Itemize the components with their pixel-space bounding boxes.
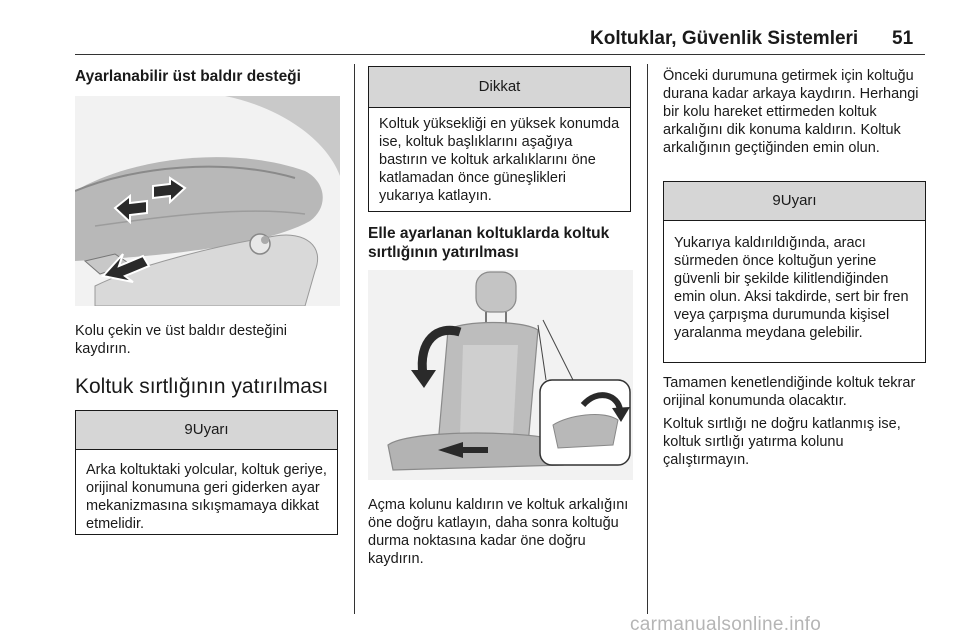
thigh-support-heading: Ayarlanabilir üst baldır desteği — [75, 68, 301, 85]
warning-text-2: Yukarıya kaldırıldığında, aracı sürmeden önce koltuğun yerine güvenli bir şekilde kilitlendiğinden emin olun. Aksi takdirde, sert bir fren veya çarpışma durumunda kişisel yaralanma meydana gelebilir. — [674, 235, 909, 341]
warning-text: Arka koltuktaki yolcular, koltuk geriye, orijinal konumuna geri giderken ayar mekanizmasına sıkışmamaya dikkat etmelidir. — [86, 462, 327, 532]
thigh-support-illustration — [75, 96, 340, 306]
warning-icon: 9 — [772, 192, 781, 209]
backrest-fold-caption: Açma kolunu kaldırın ve koltuk arkalığını öne doğru katlayın, daha sonra koltuğu durma noktasına kadar öne doğru kaydırın. — [368, 497, 629, 567]
column-divider — [647, 64, 648, 614]
manual-backrest-heading: Elle ayarlanan koltuklarda koltuk sırtlığının yatırılması — [368, 225, 610, 261]
column-divider — [354, 64, 355, 614]
watermark: carmanualsonline.info — [630, 614, 822, 635]
warning-title-2: Uyarı — [780, 192, 817, 209]
page-number: 51 — [892, 28, 914, 49]
warning-icon: 9 — [184, 421, 193, 438]
caution-box — [368, 66, 631, 212]
header-rule — [75, 54, 925, 55]
warning-box — [75, 410, 338, 535]
running-header: Koltuklar, Güvenlik Sistemleri — [590, 28, 859, 49]
warning-title: Uyarı — [192, 421, 229, 438]
thigh-support-caption: Kolu çekin ve üst baldır desteğini kaydırın. — [75, 323, 287, 357]
caution-title: Dikkat — [369, 67, 630, 108]
locked-paragraph: Tamamen kenetlendiğinde koltuk tekrar orijinal konumunda olacaktır. — [663, 375, 916, 409]
warning-box-2 — [663, 181, 926, 363]
restore-instructions: Önceki durumuna getirmek için koltuğu durana kadar arkaya kaydırın. Herhangi bir kolu hareket ettirmeden koltuk arkalığını dik konuma kaldırın. Koltuk arkalığının geçtiğinden emin olun. — [663, 68, 919, 156]
caution-text: Koltuk yüksekliği en yüksek konumda ise, koltuk başlıklarını aşağıya bastırın ve koltuk arkalıklarını öne katlamadan önce güneşlikleri yukarıya katlayın. — [379, 116, 620, 204]
folded-paragraph: Koltuk sırtlığı ne doğru katlanmış ise, koltuk sırtlığı yatırma kolunu çalıştırmayın. — [663, 416, 901, 468]
backrest-section-title: Koltuk sırtlığının yatırılması — [75, 375, 329, 398]
warning-header — [76, 411, 337, 450]
backrest-fold-illustration — [368, 270, 633, 480]
warning-header-2 — [664, 182, 925, 221]
